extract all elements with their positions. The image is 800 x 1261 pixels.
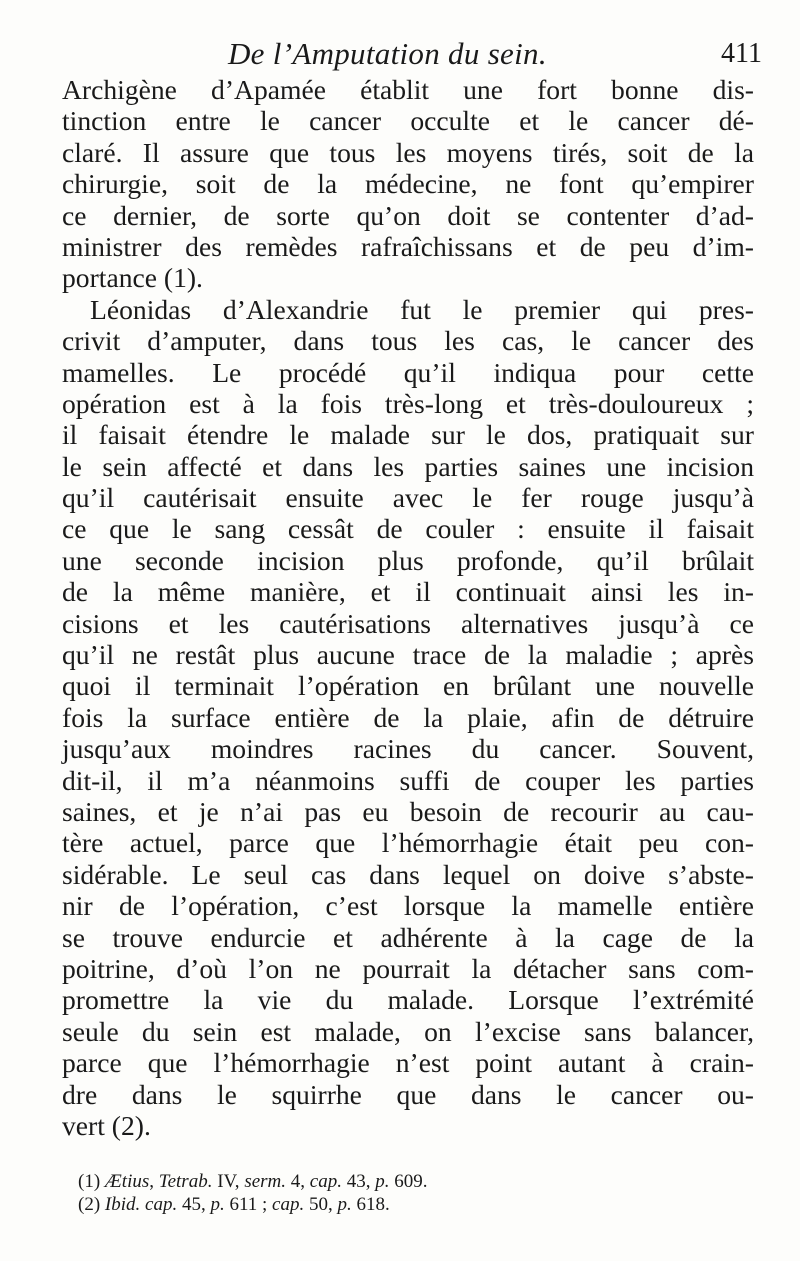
footnote-page-number: 611 ;	[224, 1194, 273, 1215]
text-line: se trouve endurcie et adhérente à la cage de la	[62, 921, 754, 953]
footnote-separator: ,	[149, 1171, 159, 1192]
footnote-ibid: Ibid.	[104, 1194, 141, 1215]
footnote-cap-number: 50,	[304, 1194, 338, 1215]
footnote-page-number: 609.	[389, 1171, 428, 1192]
text-line: tère actuel, parce que l’hémorrhagie était peu con-	[62, 827, 754, 859]
text-line: tinction entre le cancer occulte et le cancer dé-	[62, 105, 754, 137]
text-line: ministrer des remèdes rafraîchissans et de peu d’im-	[62, 230, 754, 262]
text-line: crivit d’amputer, dans tous les cas, le cancer des	[62, 325, 754, 357]
footnote-page-number: 618.	[351, 1194, 390, 1215]
text-line: une seconde incision plus profonde, qu’il brûlait	[62, 544, 754, 576]
text-line: Archigène d’Apamée établit une fort bonne dis-	[62, 74, 754, 105]
main-text	[62, 74, 754, 1141]
text-line: quoi il terminait l’opération en brûlant une nouvelle	[62, 670, 754, 702]
text-line: mamelles. Le procédé qu’il indiqua pour cette	[62, 356, 754, 388]
footnotes	[78, 1170, 758, 1216]
page-header	[60, 36, 762, 76]
text-line: opération est à la fois très-long et très-douloureux ;	[62, 387, 754, 419]
footnote-volume: IV,	[212, 1171, 245, 1192]
footnote-work: Tetrab.	[158, 1171, 213, 1192]
text-line: promettre la vie du malade. Lorsque l’extrémité	[62, 984, 754, 1016]
text-line: jusqu’aux moindres racines du cancer. Souvent,	[62, 733, 754, 765]
text-line: cisions et les cautérisations alternatives jusqu’à ce	[62, 607, 754, 639]
footnote-page: p.	[337, 1194, 352, 1215]
text-line: poitrine, d’où l’on ne pourrait la détacher sans com-	[62, 952, 754, 984]
text-line: ce dernier, de sorte qu’on doit se contenter d’ad-	[62, 199, 754, 231]
footnote-marker: (2)	[78, 1194, 101, 1215]
footnote-sermo: serm.	[244, 1171, 287, 1192]
footnote-cap-number: 43,	[341, 1171, 376, 1192]
text-line: il faisait étendre le malade sur le dos, pratiquait sur	[62, 419, 754, 451]
text-line: parce que l’hémorrhagie n’est point autant à crain-	[62, 1047, 754, 1079]
page-number: 411	[721, 38, 762, 69]
text-line: vert (2).	[62, 1109, 151, 1141]
footnote-sermo-number: 4,	[286, 1171, 310, 1192]
footnote-2	[78, 1193, 758, 1216]
footnote-cap: cap.	[140, 1194, 178, 1215]
text-line: dre dans le squirrhe que dans le cancer ou-	[62, 1078, 754, 1110]
footnote-1	[78, 1170, 758, 1193]
text-line: qu’il cautérisait ensuite avec le fer rouge jusqu’à	[62, 482, 754, 514]
footnote-cap: cap.	[272, 1194, 305, 1215]
text-line: de la même manière, et il continuait ainsi les in-	[62, 576, 754, 608]
footnote-page: p.	[375, 1171, 390, 1192]
text-line: le sein affecté et dans les parties saines une incision	[62, 450, 754, 482]
footnote-cap-number: 45,	[177, 1194, 211, 1215]
text-line: fois la surface entière de la plaie, afin de détruire	[62, 701, 754, 733]
footnote-marker: (1)	[78, 1171, 101, 1192]
footnote-author: Ætius	[104, 1171, 150, 1192]
footnote-page: p.	[210, 1194, 225, 1215]
text-line: portance (1).	[62, 262, 203, 294]
running-title: De l’Amputation du sein.	[228, 36, 547, 71]
text-line: claré. Il assure que tous les moyens tirés, soit de la	[62, 136, 754, 168]
text-line: chirurgie, soit de la médecine, ne font qu’empirer	[62, 168, 754, 200]
text-line: seule du sein est malade, on l’excise sans balancer,	[62, 1015, 754, 1047]
text-line: nir de l’opération, c’est lorsque la mamelle entière	[62, 890, 754, 922]
text-line: qu’il ne restât plus aucune trace de la maladie ; après	[62, 639, 754, 671]
text-line: Léonidas d’Alexandrie fut le premier qui pres-	[90, 293, 754, 325]
footnote-cap: cap.	[309, 1171, 342, 1192]
text-line: sidérable. Le seul cas dans lequel on doive s’abste-	[62, 858, 754, 890]
text-line: saines, et je n’ai pas eu besoin de recourir au cau-	[62, 795, 754, 827]
text-line: ce que le sang cessât de couler : ensuite il faisait	[62, 513, 754, 545]
text-line: dit-il, il m’a néanmoins suffi de couper les parties	[62, 764, 754, 796]
